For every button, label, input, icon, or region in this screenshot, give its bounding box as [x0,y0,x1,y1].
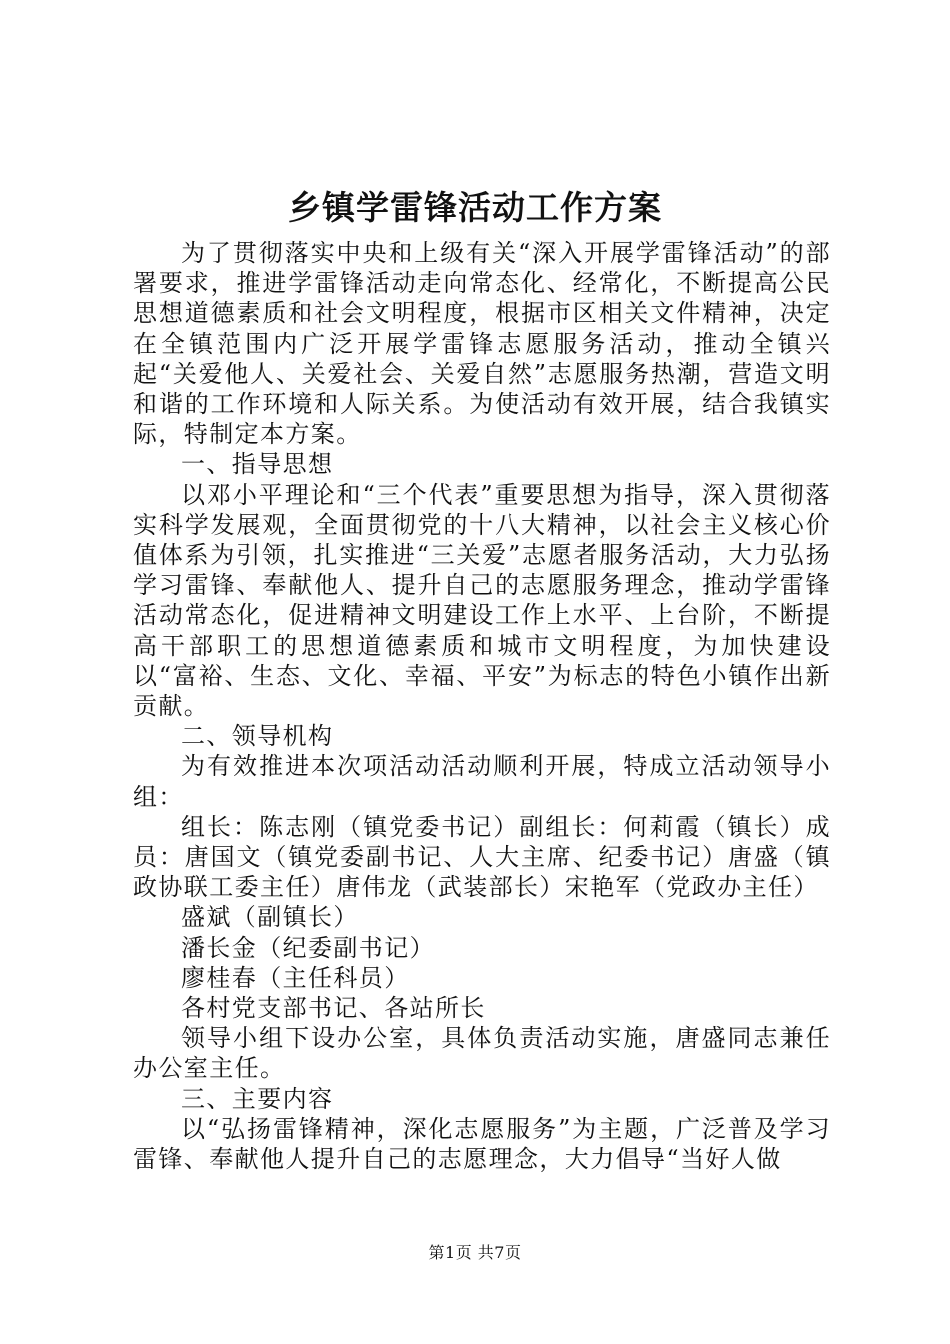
section-heading-main-content: 三、主要内容 [181,1084,334,1113]
section-heading-leadership: 二、领导机构 [181,722,334,751]
member-line: 盛斌（副镇长） [181,903,359,932]
document-body [133,238,831,1174]
leadership-intro-paragraph: 为有效推进本次项活动活动顺利开展，特成立活动领导小组： [133,752,831,811]
main-content-paragraph: 以“弘扬雷锋精神，深化志愿服务”为主题，广泛普及学习雷锋、奉献他人提升自己的志愿理念，大力倡导“当好人做 [133,1114,831,1174]
member-line: 各村党支部书记、各站所长 [181,994,486,1023]
section-heading-guiding-ideology: 一、指导思想 [181,450,334,479]
office-paragraph: 领导小组下设办公室，具体负责活动实施，唐盛同志兼任办公室主任。 [133,1024,831,1083]
member-line: 廖桂春（主任科员） [181,963,410,992]
intro-paragraph: 为了贯彻落实中央和上级有关“深入开展学雷锋活动”的部署要求，推进学雷锋活动走向常态化、经常化，不断提高公民思想道德素质和社会文明程度，根据市区相关文件精神，决定在全镇范围内广泛开展学雷锋志愿服务活动，推动全镇兴起“关爱他人、关爱社会、关爱自然”志愿服务热潮，营造文明和谐的工作环境和人际关系。为使活动有效开展，结合我镇实际，特制定本方案。 [133,239,831,449]
document-title: 乡镇学雷锋活动工作方案 [288,188,662,227]
member-line: 潘长金（纪委副书记） [181,933,435,962]
leadership-members-paragraph: 组长：陈志刚（镇党委书记）副组长：何莉霞（镇长）成员：唐国文（镇党委副书记、人大主席、纪委书记）唐盛（镇政协联工委主任）唐伟龙（武装部长）宋艳军（党政办主任） [133,812,831,902]
guiding-ideology-paragraph: 以邓小平理论和“三个代表”重要思想为指导，深入贯彻落实科学发展观，全面贯彻党的十八大精神，以社会主义核心价值体系为引领，扎实推进“三关爱”志愿者服务活动，大力弘扬学习雷锋、奉献他人、提升自己的志愿服务理念，推动学雷锋活动常态化，促进精神文明建设工作上水平、上台阶，不断提高干部职工的思想道德素质和城市文明程度，为加快建设以“富裕、生态、文化、幸福、平安”为标志的特色小镇作出新贡献。 [133,480,831,721]
page-number-footer: 第1页 共7页 [428,1243,522,1262]
